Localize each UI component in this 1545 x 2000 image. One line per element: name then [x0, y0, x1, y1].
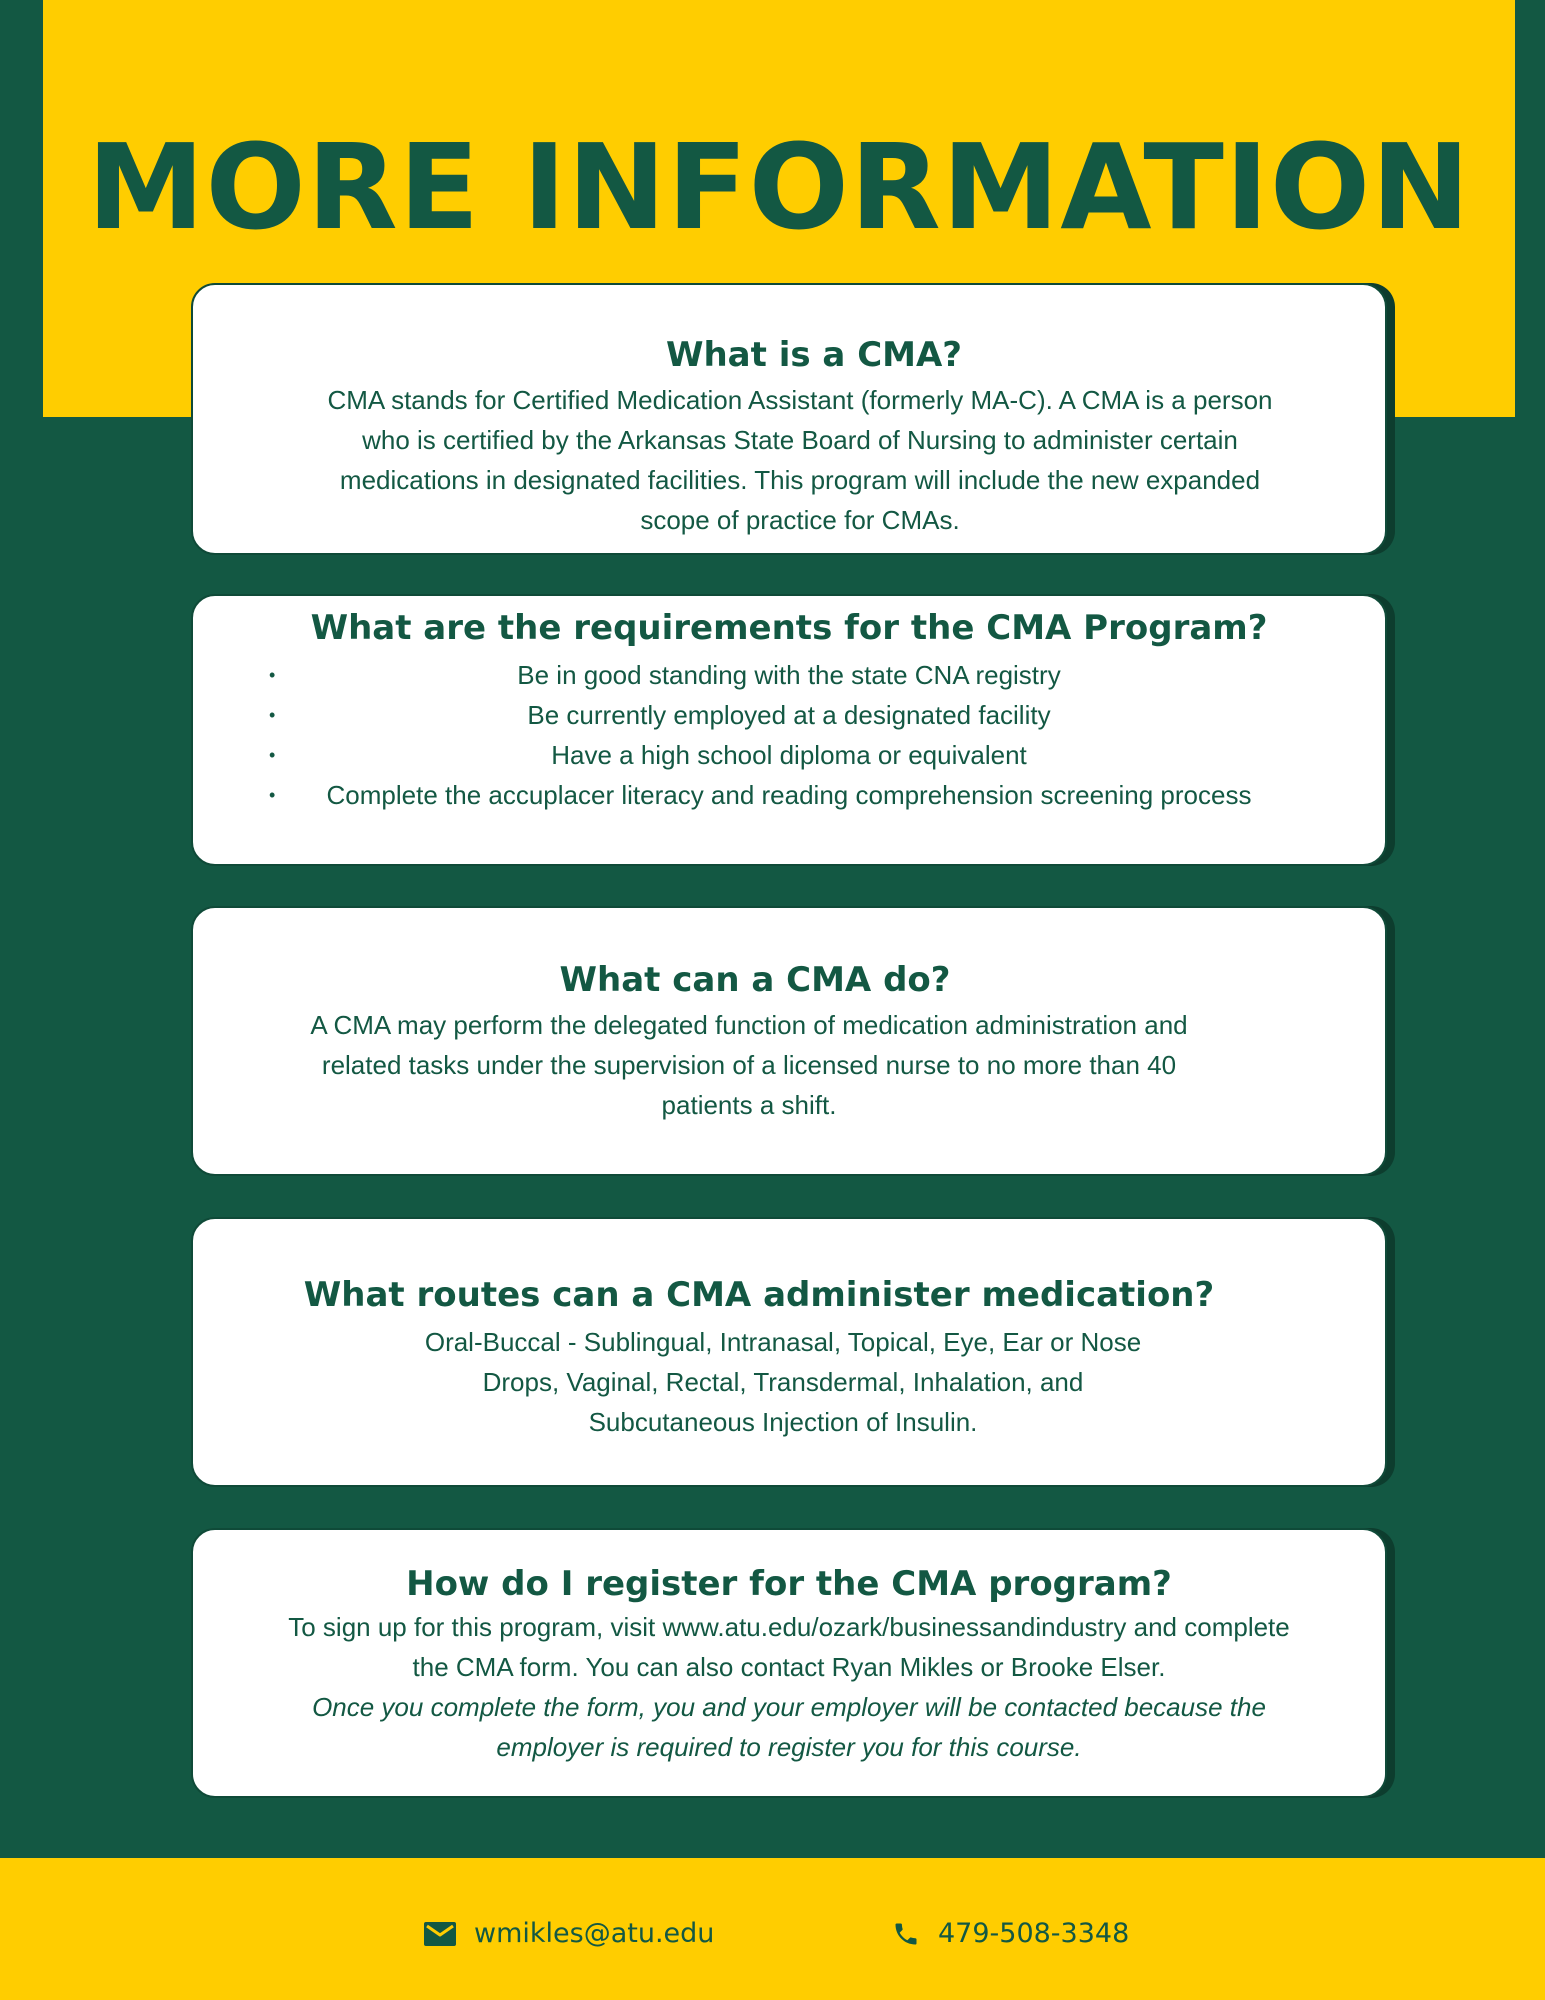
contact-email[interactable]: [424, 1918, 714, 1949]
list-item: [233, 655, 1345, 695]
bullet-icon: •: [269, 704, 276, 725]
section-heading: What routes can a CMA administer medication?: [303, 1275, 1215, 1315]
email-link[interactable]: wmikles@atu.edu: [474, 1918, 715, 1949]
list-item-text: Be currently employed at a designated facility: [527, 699, 1051, 730]
section-card-register: [191, 1528, 1387, 1798]
list-item-text: Be in good standing with the state CNA registry: [517, 659, 1061, 690]
section-card-routes: [191, 1217, 1387, 1487]
footer-bar: [0, 1858, 1545, 2000]
page-title: MORE INFORMATION: [87, 118, 1471, 256]
section-heading: What is a CMA?: [665, 335, 963, 375]
list-item-text: Complete the accuplacer literacy and reading comprehension screening process: [326, 779, 1252, 810]
section-card-what-can-cma-do: [191, 906, 1387, 1176]
section-body: CMA stands for Certified Medication Assistant (formerly MA-C). A CMA is a person who is certified by the Arkansas State Board of Nursing to administer certain medications in designated facilities. This program will include the new expanded scope of practice for CMAs.: [327, 384, 1273, 535]
bullet-icon: •: [269, 744, 276, 765]
section-heading: What are the requirements for the CMA Program?: [310, 608, 1268, 648]
section-card-what-is-cma: [191, 283, 1387, 555]
section-body: A CMA may perform the delegated function of medication administration and related tasks under the supervision of a licensed nurse to no more than 40 patients a shift.: [310, 1009, 1188, 1120]
list-item-text: Have a high school diploma or equivalent: [551, 739, 1027, 770]
contact-phone[interactable]: [892, 1918, 1129, 1949]
section-heading: What can a CMA do?: [559, 960, 951, 1000]
section-note: Once you complete the form, you and your employer will be contacted because the employer is required to register you for this course.: [312, 1691, 1266, 1762]
list-item: [233, 775, 1345, 815]
requirements-list: [193, 655, 1385, 815]
section-heading: How do I register for the CMA program?: [406, 1564, 1172, 1604]
section-card-requirements: [191, 594, 1387, 866]
bullet-icon: •: [269, 664, 276, 685]
phone-icon: [892, 1920, 920, 1948]
bullet-icon: •: [269, 784, 276, 805]
list-item: [233, 735, 1345, 775]
list-item: [233, 695, 1345, 735]
section-body: Oral-Buccal - Sublingual, Intranasal, Topical, Eye, Ear or Nose Drops, Vaginal, Rectal, Transdermal, Inhalation, and Subcutaneous Injection of Insulin.: [424, 1326, 1142, 1437]
phone-number[interactable]: 479-508-3348: [938, 1918, 1130, 1949]
section-body: To sign up for this program, visit www.atu.edu/ozark/businessandindustry and complete the CMA form. You can also contact Ryan Mikles or Brooke Elser.: [288, 1611, 1290, 1682]
envelope-icon: [424, 1922, 456, 1946]
